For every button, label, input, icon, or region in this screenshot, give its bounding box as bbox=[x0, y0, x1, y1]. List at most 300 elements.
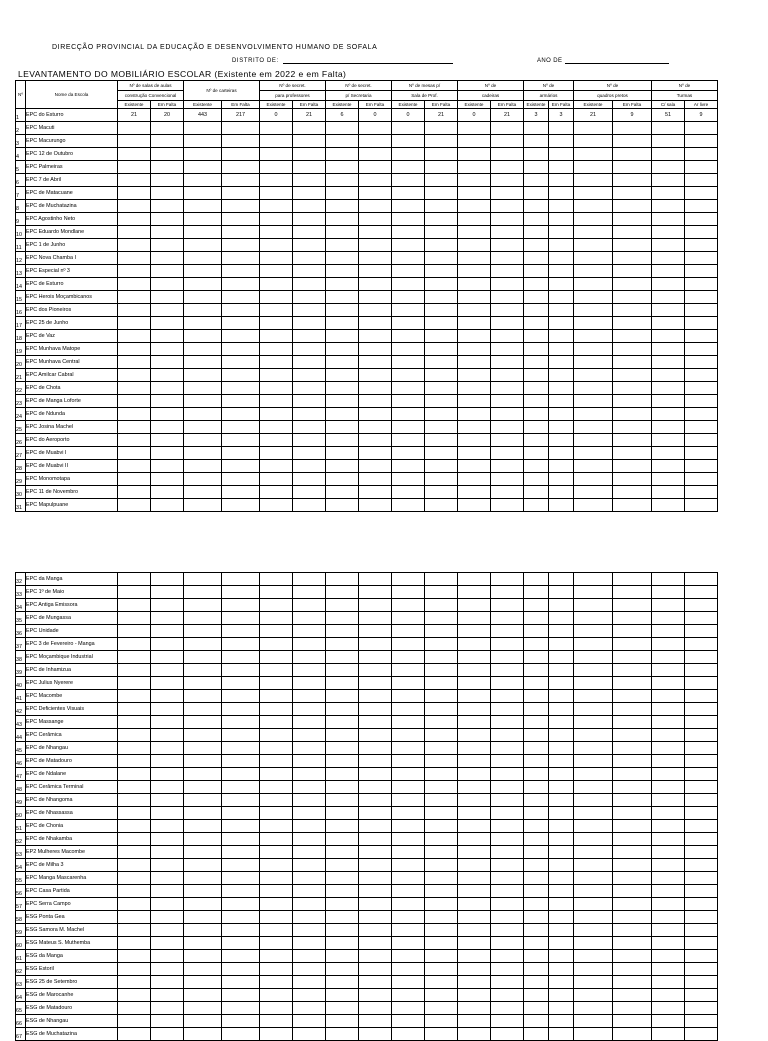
value-cell[interactable] bbox=[184, 638, 222, 651]
value-cell[interactable] bbox=[613, 226, 652, 239]
value-cell[interactable] bbox=[524, 330, 549, 343]
value-cell[interactable] bbox=[549, 473, 574, 486]
value-cell[interactable] bbox=[613, 638, 652, 651]
value-cell[interactable] bbox=[524, 976, 549, 989]
value-cell[interactable] bbox=[491, 807, 524, 820]
value-cell[interactable] bbox=[458, 1028, 491, 1041]
value-cell[interactable] bbox=[613, 291, 652, 304]
value-cell[interactable] bbox=[549, 369, 574, 382]
value-cell[interactable] bbox=[652, 395, 685, 408]
value-cell[interactable] bbox=[151, 421, 184, 434]
value-cell[interactable] bbox=[118, 1002, 151, 1015]
value-cell[interactable] bbox=[425, 573, 458, 586]
value-cell[interactable] bbox=[574, 252, 613, 265]
value-cell[interactable] bbox=[392, 278, 425, 291]
value-cell[interactable] bbox=[118, 664, 151, 677]
value-cell[interactable] bbox=[293, 291, 326, 304]
value-cell[interactable] bbox=[524, 226, 549, 239]
value-cell[interactable] bbox=[685, 573, 718, 586]
value-cell[interactable] bbox=[652, 690, 685, 703]
value-cell[interactable] bbox=[652, 122, 685, 135]
value-cell[interactable] bbox=[392, 638, 425, 651]
value-cell[interactable] bbox=[392, 807, 425, 820]
value-cell[interactable] bbox=[549, 460, 574, 473]
value-cell[interactable] bbox=[524, 174, 549, 187]
value-cell[interactable] bbox=[222, 768, 260, 781]
value-cell[interactable] bbox=[491, 187, 524, 200]
value-cell[interactable] bbox=[524, 703, 549, 716]
value-cell[interactable] bbox=[392, 885, 425, 898]
value-cell[interactable] bbox=[260, 213, 293, 226]
value-cell[interactable] bbox=[118, 1015, 151, 1028]
value-cell[interactable] bbox=[392, 781, 425, 794]
value-cell[interactable] bbox=[613, 885, 652, 898]
value-cell[interactable] bbox=[652, 625, 685, 638]
value-cell[interactable] bbox=[151, 369, 184, 382]
value-cell[interactable] bbox=[524, 885, 549, 898]
value-cell[interactable] bbox=[524, 833, 549, 846]
value-cell[interactable] bbox=[260, 1015, 293, 1028]
value-cell[interactable] bbox=[425, 898, 458, 911]
value-cell[interactable] bbox=[652, 742, 685, 755]
value-cell[interactable] bbox=[151, 625, 184, 638]
value-cell[interactable] bbox=[491, 976, 524, 989]
value-cell[interactable] bbox=[184, 395, 222, 408]
value-cell[interactable] bbox=[260, 265, 293, 278]
value-cell[interactable] bbox=[359, 911, 392, 924]
value-cell[interactable] bbox=[524, 768, 549, 781]
value-cell[interactable] bbox=[549, 937, 574, 950]
value-cell[interactable] bbox=[549, 408, 574, 421]
value-cell[interactable] bbox=[458, 664, 491, 677]
value-cell[interactable] bbox=[260, 989, 293, 1002]
value-cell[interactable] bbox=[118, 911, 151, 924]
value-cell[interactable] bbox=[326, 898, 359, 911]
value-cell[interactable] bbox=[549, 651, 574, 664]
value-cell[interactable] bbox=[613, 599, 652, 612]
value-cell[interactable] bbox=[184, 161, 222, 174]
value-cell[interactable] bbox=[184, 781, 222, 794]
value-cell[interactable] bbox=[425, 239, 458, 252]
value-cell[interactable] bbox=[458, 638, 491, 651]
value-cell[interactable] bbox=[685, 638, 718, 651]
value-cell[interactable] bbox=[685, 369, 718, 382]
value-cell[interactable] bbox=[151, 382, 184, 395]
value-cell[interactable] bbox=[574, 794, 613, 807]
value-cell[interactable] bbox=[326, 963, 359, 976]
value-cell[interactable] bbox=[491, 677, 524, 690]
value-cell[interactable] bbox=[151, 911, 184, 924]
value-cell[interactable] bbox=[151, 252, 184, 265]
value-cell[interactable] bbox=[574, 239, 613, 252]
value-cell[interactable] bbox=[151, 690, 184, 703]
value-cell[interactable] bbox=[524, 820, 549, 833]
value-cell[interactable] bbox=[458, 187, 491, 200]
value-cell[interactable] bbox=[293, 677, 326, 690]
value-cell[interactable] bbox=[151, 408, 184, 421]
value-cell[interactable] bbox=[458, 976, 491, 989]
value-cell[interactable] bbox=[184, 291, 222, 304]
value-cell[interactable] bbox=[425, 447, 458, 460]
value-cell[interactable] bbox=[685, 161, 718, 174]
value-cell[interactable] bbox=[184, 989, 222, 1002]
value-cell[interactable] bbox=[685, 187, 718, 200]
value-cell[interactable] bbox=[685, 885, 718, 898]
value-cell[interactable] bbox=[260, 330, 293, 343]
value-cell[interactable] bbox=[222, 677, 260, 690]
value-cell[interactable] bbox=[326, 226, 359, 239]
value-cell[interactable] bbox=[574, 122, 613, 135]
value-cell[interactable] bbox=[425, 135, 458, 148]
value-cell[interactable] bbox=[118, 573, 151, 586]
value-cell[interactable] bbox=[524, 460, 549, 473]
value-cell[interactable] bbox=[613, 447, 652, 460]
value-cell[interactable] bbox=[458, 1015, 491, 1028]
value-cell[interactable] bbox=[260, 716, 293, 729]
value-cell[interactable] bbox=[359, 820, 392, 833]
value-cell[interactable] bbox=[184, 599, 222, 612]
value-cell[interactable] bbox=[222, 356, 260, 369]
value-cell[interactable] bbox=[652, 872, 685, 885]
value-cell[interactable] bbox=[613, 950, 652, 963]
value-cell[interactable] bbox=[184, 768, 222, 781]
value-cell[interactable] bbox=[574, 499, 613, 512]
value-cell[interactable] bbox=[458, 395, 491, 408]
value-cell[interactable] bbox=[491, 317, 524, 330]
value-cell[interactable] bbox=[326, 937, 359, 950]
value-cell[interactable] bbox=[260, 651, 293, 664]
value-cell[interactable] bbox=[491, 664, 524, 677]
value-cell[interactable] bbox=[151, 356, 184, 369]
value-cell[interactable] bbox=[293, 499, 326, 512]
value-cell[interactable] bbox=[549, 859, 574, 872]
value-cell[interactable] bbox=[392, 703, 425, 716]
value-cell[interactable] bbox=[491, 1028, 524, 1041]
value-cell[interactable] bbox=[652, 755, 685, 768]
value-cell[interactable] bbox=[222, 161, 260, 174]
value-cell[interactable] bbox=[326, 343, 359, 356]
value-cell[interactable] bbox=[222, 950, 260, 963]
value-cell[interactable] bbox=[549, 174, 574, 187]
value-cell[interactable] bbox=[293, 586, 326, 599]
value-cell[interactable] bbox=[524, 252, 549, 265]
value-cell[interactable] bbox=[458, 950, 491, 963]
value-cell[interactable] bbox=[222, 122, 260, 135]
value-cell[interactable] bbox=[613, 664, 652, 677]
value-cell[interactable] bbox=[491, 330, 524, 343]
value-cell[interactable] bbox=[574, 330, 613, 343]
value-cell[interactable] bbox=[574, 742, 613, 755]
value-cell[interactable] bbox=[685, 356, 718, 369]
value-cell[interactable] bbox=[549, 716, 574, 729]
value-cell[interactable] bbox=[685, 252, 718, 265]
value-cell[interactable] bbox=[222, 187, 260, 200]
value-cell[interactable] bbox=[260, 291, 293, 304]
value-cell[interactable] bbox=[491, 356, 524, 369]
value-cell[interactable] bbox=[326, 317, 359, 330]
value-cell[interactable] bbox=[549, 434, 574, 447]
value-cell[interactable] bbox=[326, 872, 359, 885]
value-cell[interactable] bbox=[184, 742, 222, 755]
value-cell[interactable] bbox=[458, 330, 491, 343]
value-cell[interactable] bbox=[260, 1028, 293, 1041]
value-cell[interactable] bbox=[184, 265, 222, 278]
value-cell[interactable] bbox=[184, 317, 222, 330]
value-cell[interactable] bbox=[613, 690, 652, 703]
value-cell[interactable] bbox=[652, 729, 685, 742]
value-cell[interactable] bbox=[392, 963, 425, 976]
value-cell[interactable] bbox=[151, 833, 184, 846]
value-cell[interactable] bbox=[392, 1002, 425, 1015]
value-cell[interactable] bbox=[652, 885, 685, 898]
value-cell[interactable] bbox=[151, 937, 184, 950]
value-cell[interactable] bbox=[293, 950, 326, 963]
value-cell[interactable] bbox=[392, 421, 425, 434]
value-cell[interactable] bbox=[458, 651, 491, 664]
value-cell[interactable] bbox=[326, 499, 359, 512]
value-cell[interactable] bbox=[524, 1028, 549, 1041]
value-cell[interactable] bbox=[293, 434, 326, 447]
value-cell[interactable] bbox=[524, 651, 549, 664]
value-cell[interactable] bbox=[574, 382, 613, 395]
value-cell[interactable] bbox=[184, 859, 222, 872]
value-cell[interactable] bbox=[260, 729, 293, 742]
value-cell[interactable] bbox=[118, 148, 151, 161]
value-cell[interactable] bbox=[685, 950, 718, 963]
value-cell[interactable] bbox=[574, 599, 613, 612]
value-cell[interactable] bbox=[491, 434, 524, 447]
value-cell[interactable] bbox=[549, 625, 574, 638]
value-cell[interactable] bbox=[293, 768, 326, 781]
value-cell[interactable] bbox=[326, 122, 359, 135]
value-cell[interactable] bbox=[392, 677, 425, 690]
value-cell[interactable] bbox=[685, 794, 718, 807]
value-cell[interactable] bbox=[359, 187, 392, 200]
value-cell[interactable] bbox=[151, 213, 184, 226]
value-cell[interactable] bbox=[491, 742, 524, 755]
value-cell[interactable] bbox=[359, 369, 392, 382]
value-cell[interactable] bbox=[613, 807, 652, 820]
value-cell[interactable] bbox=[425, 252, 458, 265]
value-cell[interactable] bbox=[260, 833, 293, 846]
value-cell[interactable] bbox=[222, 794, 260, 807]
value-cell[interactable] bbox=[326, 989, 359, 1002]
value-cell[interactable] bbox=[574, 963, 613, 976]
value-cell[interactable] bbox=[425, 872, 458, 885]
value-cell[interactable] bbox=[652, 1015, 685, 1028]
value-cell[interactable] bbox=[392, 729, 425, 742]
value-cell[interactable] bbox=[184, 460, 222, 473]
value-cell[interactable] bbox=[222, 651, 260, 664]
value-cell[interactable] bbox=[574, 950, 613, 963]
value-cell[interactable] bbox=[549, 846, 574, 859]
value-cell[interactable] bbox=[652, 1002, 685, 1015]
value-cell[interactable] bbox=[425, 291, 458, 304]
value-cell[interactable] bbox=[293, 161, 326, 174]
value-cell[interactable] bbox=[151, 885, 184, 898]
value-cell[interactable] bbox=[184, 252, 222, 265]
value-cell[interactable] bbox=[151, 573, 184, 586]
value-cell[interactable] bbox=[549, 1002, 574, 1015]
value-cell[interactable] bbox=[118, 278, 151, 291]
value-cell[interactable]: 9 bbox=[613, 109, 652, 122]
value-cell[interactable] bbox=[425, 460, 458, 473]
value-cell[interactable] bbox=[458, 239, 491, 252]
value-cell[interactable] bbox=[326, 473, 359, 486]
value-cell[interactable] bbox=[392, 833, 425, 846]
value-cell[interactable] bbox=[118, 395, 151, 408]
value-cell[interactable] bbox=[326, 703, 359, 716]
value-cell[interactable]: 3 bbox=[524, 109, 549, 122]
value-cell[interactable] bbox=[392, 872, 425, 885]
value-cell[interactable] bbox=[326, 252, 359, 265]
value-cell[interactable] bbox=[184, 1028, 222, 1041]
value-cell[interactable] bbox=[118, 330, 151, 343]
value-cell[interactable] bbox=[685, 226, 718, 239]
value-cell[interactable] bbox=[118, 486, 151, 499]
value-cell[interactable] bbox=[491, 950, 524, 963]
value-cell[interactable] bbox=[574, 1002, 613, 1015]
value-cell[interactable] bbox=[260, 755, 293, 768]
value-cell[interactable] bbox=[260, 369, 293, 382]
value-cell[interactable] bbox=[613, 213, 652, 226]
value-cell[interactable] bbox=[458, 846, 491, 859]
value-cell[interactable] bbox=[222, 252, 260, 265]
value-cell[interactable] bbox=[151, 651, 184, 664]
value-cell[interactable] bbox=[524, 265, 549, 278]
value-cell[interactable] bbox=[524, 664, 549, 677]
value-cell[interactable] bbox=[524, 356, 549, 369]
value-cell[interactable] bbox=[425, 612, 458, 625]
value-cell[interactable] bbox=[293, 963, 326, 976]
value-cell[interactable] bbox=[260, 460, 293, 473]
value-cell[interactable] bbox=[293, 911, 326, 924]
value-cell[interactable] bbox=[118, 408, 151, 421]
value-cell[interactable] bbox=[491, 369, 524, 382]
value-cell[interactable] bbox=[151, 716, 184, 729]
value-cell[interactable] bbox=[685, 473, 718, 486]
value-cell[interactable] bbox=[574, 434, 613, 447]
value-cell[interactable] bbox=[359, 174, 392, 187]
value-cell[interactable] bbox=[685, 265, 718, 278]
value-cell[interactable] bbox=[392, 1015, 425, 1028]
value-cell[interactable] bbox=[652, 703, 685, 716]
value-cell[interactable] bbox=[184, 651, 222, 664]
value-cell[interactable] bbox=[260, 625, 293, 638]
value-cell[interactable] bbox=[574, 317, 613, 330]
value-cell[interactable] bbox=[326, 187, 359, 200]
value-cell[interactable] bbox=[425, 395, 458, 408]
value-cell[interactable] bbox=[392, 794, 425, 807]
value-cell[interactable] bbox=[652, 200, 685, 213]
value-cell[interactable] bbox=[293, 703, 326, 716]
value-cell[interactable] bbox=[260, 742, 293, 755]
value-cell[interactable] bbox=[524, 586, 549, 599]
value-cell[interactable] bbox=[260, 807, 293, 820]
value-cell[interactable] bbox=[458, 499, 491, 512]
value-cell[interactable] bbox=[118, 369, 151, 382]
value-cell[interactable] bbox=[574, 755, 613, 768]
value-cell[interactable] bbox=[326, 651, 359, 664]
value-cell[interactable] bbox=[574, 135, 613, 148]
value-cell[interactable] bbox=[458, 304, 491, 317]
value-cell[interactable] bbox=[151, 794, 184, 807]
value-cell[interactable] bbox=[549, 573, 574, 586]
value-cell[interactable] bbox=[458, 963, 491, 976]
value-cell[interactable] bbox=[652, 651, 685, 664]
value-cell[interactable] bbox=[222, 573, 260, 586]
value-cell[interactable] bbox=[184, 447, 222, 460]
value-cell[interactable] bbox=[425, 950, 458, 963]
value-cell[interactable] bbox=[458, 369, 491, 382]
value-cell[interactable] bbox=[685, 174, 718, 187]
value-cell[interactable] bbox=[260, 599, 293, 612]
value-cell[interactable] bbox=[613, 1028, 652, 1041]
value-cell[interactable] bbox=[392, 989, 425, 1002]
value-cell[interactable] bbox=[184, 573, 222, 586]
value-cell[interactable] bbox=[652, 833, 685, 846]
value-cell[interactable] bbox=[222, 885, 260, 898]
value-cell[interactable] bbox=[326, 174, 359, 187]
value-cell[interactable] bbox=[458, 937, 491, 950]
value-cell[interactable] bbox=[425, 200, 458, 213]
value-cell[interactable] bbox=[425, 343, 458, 356]
value-cell[interactable] bbox=[118, 703, 151, 716]
value-cell[interactable] bbox=[549, 161, 574, 174]
value-cell[interactable] bbox=[184, 343, 222, 356]
value-cell[interactable] bbox=[326, 573, 359, 586]
value-cell[interactable] bbox=[425, 369, 458, 382]
value-cell[interactable] bbox=[491, 599, 524, 612]
value-cell[interactable] bbox=[425, 989, 458, 1002]
value-cell[interactable] bbox=[524, 677, 549, 690]
value-cell[interactable] bbox=[491, 898, 524, 911]
value-cell[interactable] bbox=[151, 586, 184, 599]
value-cell[interactable] bbox=[524, 846, 549, 859]
value-cell[interactable] bbox=[685, 963, 718, 976]
value-cell[interactable] bbox=[574, 473, 613, 486]
value-cell[interactable] bbox=[118, 200, 151, 213]
value-cell[interactable] bbox=[574, 664, 613, 677]
value-cell[interactable]: 0 bbox=[392, 109, 425, 122]
value-cell[interactable] bbox=[118, 846, 151, 859]
value-cell[interactable] bbox=[151, 239, 184, 252]
value-cell[interactable] bbox=[260, 846, 293, 859]
value-cell[interactable] bbox=[222, 304, 260, 317]
value-cell[interactable] bbox=[118, 963, 151, 976]
value-cell[interactable] bbox=[184, 937, 222, 950]
value-cell[interactable] bbox=[392, 499, 425, 512]
value-cell[interactable] bbox=[359, 447, 392, 460]
value-cell[interactable] bbox=[549, 612, 574, 625]
value-cell[interactable] bbox=[222, 703, 260, 716]
value-cell[interactable] bbox=[293, 213, 326, 226]
value-cell[interactable] bbox=[549, 135, 574, 148]
value-cell[interactable] bbox=[359, 781, 392, 794]
value-cell[interactable] bbox=[260, 586, 293, 599]
value-cell[interactable] bbox=[613, 473, 652, 486]
value-cell[interactable] bbox=[652, 148, 685, 161]
value-cell[interactable] bbox=[549, 989, 574, 1002]
value-cell[interactable] bbox=[549, 1028, 574, 1041]
value-cell[interactable] bbox=[184, 820, 222, 833]
value-cell[interactable] bbox=[222, 807, 260, 820]
value-cell[interactable] bbox=[549, 1015, 574, 1028]
value-cell[interactable] bbox=[491, 638, 524, 651]
value-cell[interactable] bbox=[260, 937, 293, 950]
value-cell[interactable] bbox=[574, 898, 613, 911]
value-cell[interactable] bbox=[524, 187, 549, 200]
